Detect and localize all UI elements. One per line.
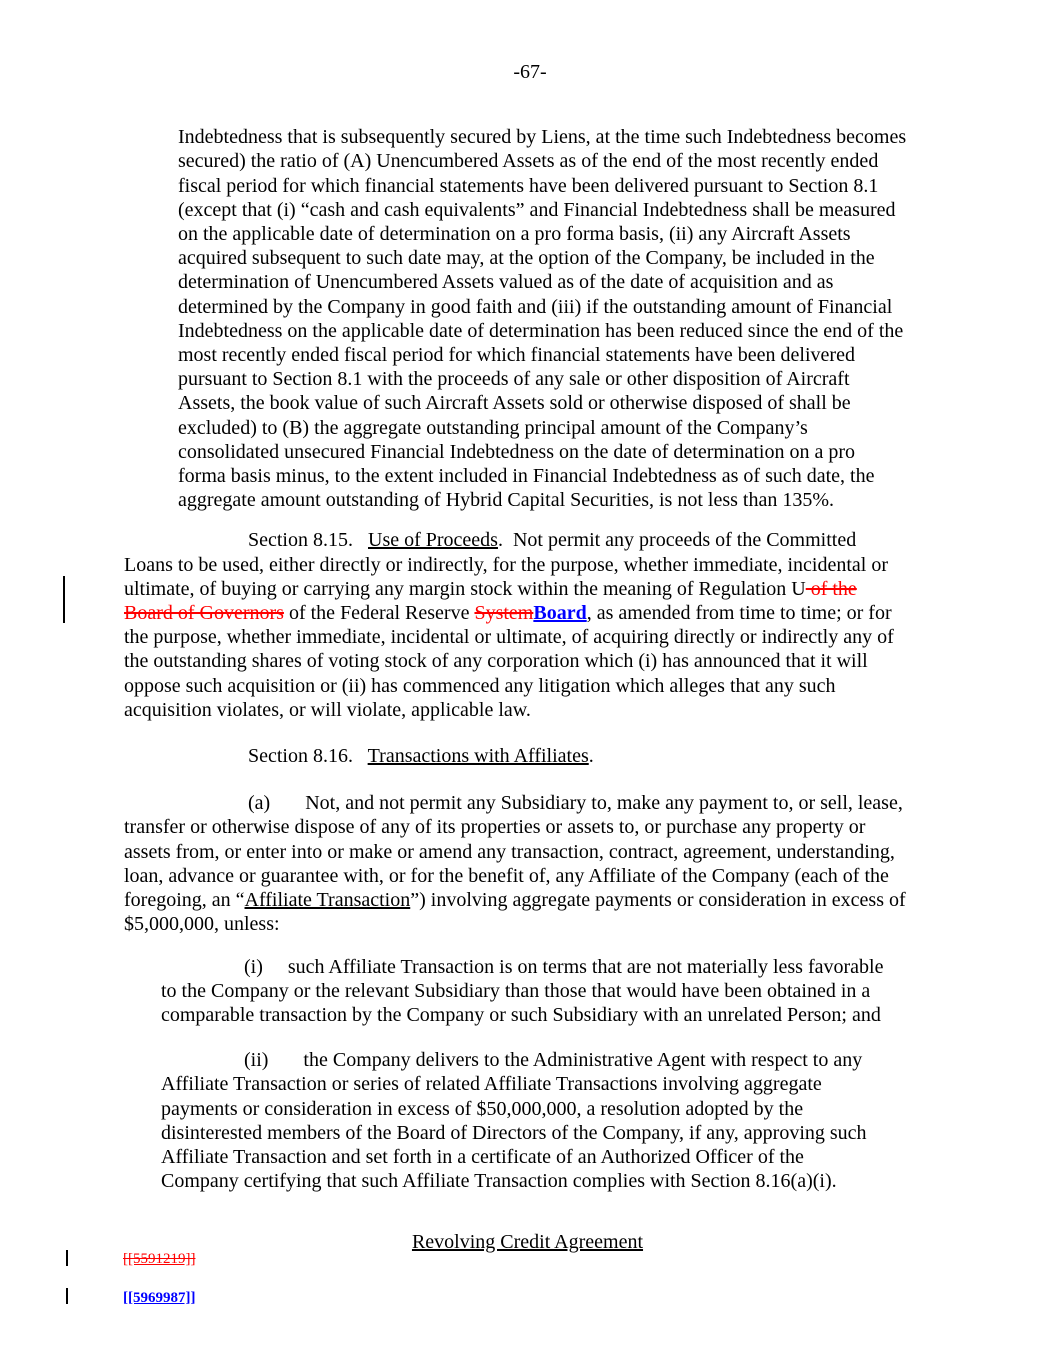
text-line bbox=[161, 979, 936, 1003]
change-bar bbox=[66, 1288, 68, 1304]
text-line bbox=[124, 625, 936, 649]
text-line bbox=[178, 367, 936, 391]
text-line bbox=[178, 295, 936, 319]
text-line bbox=[178, 222, 936, 246]
text-run: oppose such acquisition or (ii) has commenced any litigation which alleges that any such bbox=[124, 674, 836, 697]
text-line bbox=[178, 125, 936, 149]
text-line bbox=[124, 864, 936, 888]
text-run: Affiliate Transaction and set forth in a certificate of an Authorized Officer of the bbox=[161, 1145, 804, 1168]
text-run: disinterested members of the Board of Directors of the Company, if any, approving such bbox=[161, 1121, 867, 1144]
text-run: (a) Not, and not permit any Subsidiary to, make any payment to, or sell, lease, bbox=[248, 792, 903, 815]
section-8-16-heading bbox=[124, 744, 936, 768]
text-line bbox=[161, 1145, 936, 1169]
text-run: Indebtedness that is subsequently secured by Liens, at the time such Indebtedness becomes bbox=[178, 126, 907, 149]
text-run: , as amended from time to time; or for bbox=[586, 602, 892, 625]
text-run: Indebtedness on the applicable date of determination has been reduced since the end of the bbox=[178, 319, 904, 342]
text-line bbox=[178, 440, 936, 464]
text-run: Affiliate Transaction or series of related Affiliate Transactions involving aggregate bbox=[161, 1073, 822, 1096]
inserted-text: Board bbox=[533, 602, 587, 625]
text-line bbox=[161, 955, 936, 979]
text-run: the purpose, whether immediate, incidental or ultimate, of acquiring directly or indirectly any of bbox=[124, 626, 894, 649]
text-line bbox=[178, 343, 936, 367]
doc-id-inserted: [[5969987]] bbox=[123, 1290, 196, 1306]
text-line bbox=[161, 1169, 936, 1193]
deleted-text: System bbox=[474, 602, 534, 625]
clause-i-paragraph bbox=[161, 955, 936, 1028]
section-8-15-paragraph bbox=[124, 528, 936, 722]
text-line bbox=[161, 1003, 936, 1027]
text-run: on the applicable date of determination on a pro forma basis, (ii) any Aircraft Assets bbox=[178, 223, 851, 246]
text-line bbox=[124, 528, 936, 552]
text-line bbox=[161, 1048, 936, 1072]
text-line bbox=[124, 601, 936, 625]
text-run: Section 8.16. bbox=[248, 745, 368, 768]
text-run: acquisition violates, or will violate, applicable law. bbox=[124, 698, 531, 721]
text-run: . bbox=[588, 745, 594, 768]
clause-ii-paragraph bbox=[161, 1048, 936, 1193]
subsection-a-paragraph bbox=[124, 791, 936, 936]
text-line bbox=[178, 464, 936, 488]
text-line bbox=[124, 577, 936, 601]
text-line bbox=[124, 649, 936, 673]
text-run: fiscal period for which financial statements have been delivered pursuant to Section 8.1 bbox=[178, 174, 879, 197]
text-run: Loans to be used, either directly or indirectly, for the purpose, whether immediate, incidental or bbox=[124, 553, 889, 576]
document-body bbox=[124, 60, 936, 1193]
text-run: loan, advance or guarantee with, or for the benefit of, any Affiliate of the Company (each of the bbox=[124, 864, 889, 887]
text-line bbox=[161, 1121, 936, 1145]
text-line bbox=[161, 1097, 936, 1121]
text-run: pursuant to Section 8.1 with the proceeds of any sale or other disposition of Aircraft bbox=[178, 368, 850, 391]
text-run: comparable transaction by the Company or such Subsidiary with an unrelated Person; and bbox=[161, 1003, 881, 1026]
text-line bbox=[178, 149, 936, 173]
text-line bbox=[178, 246, 936, 270]
text-line bbox=[124, 744, 936, 768]
text-run: ”) involving aggregate payments or consideration in excess of bbox=[410, 889, 906, 912]
text-run: payments or consideration in excess of $50,000,000, a resolution adopted by the bbox=[161, 1097, 804, 1120]
text-line bbox=[124, 912, 936, 936]
text-run: foregoing, an “ bbox=[124, 889, 245, 912]
text-run: (ii) the Company delivers to the Administrative Agent with respect to any bbox=[244, 1049, 863, 1072]
text-line bbox=[124, 840, 936, 864]
footer-title: Revolving Credit Agreement bbox=[411, 1231, 644, 1253]
text-line bbox=[178, 391, 936, 415]
text-run: Assets, the book value of such Aircraft Assets sold or otherwise disposed of shall be bbox=[178, 392, 851, 415]
text-line bbox=[178, 488, 936, 512]
text-run: forma basis minus, to the extent included in Financial Indebtedness as of such date, the bbox=[178, 465, 875, 488]
text-line bbox=[124, 674, 936, 698]
text-line bbox=[124, 888, 936, 912]
underlined-text: Use of Proceeds bbox=[368, 529, 498, 552]
text-line bbox=[124, 698, 936, 722]
text-run: ultimate, of buying or carrying any margin stock within the meaning of Regulation U bbox=[124, 577, 806, 600]
text-run: acquired subsequent to such date may, at the option of the Company, be included in the bbox=[178, 247, 875, 270]
text-line bbox=[178, 416, 936, 440]
text-line bbox=[161, 1072, 936, 1096]
text-run: to the Company or the relevant Subsidiary than those that would have been obtained in a bbox=[161, 979, 871, 1002]
text-run: assets from, or enter into or make or amend any transaction, contract, agreement, understanding, bbox=[124, 840, 895, 863]
text-line bbox=[124, 815, 936, 839]
deleted-text: Board of Governors bbox=[124, 602, 284, 625]
text-run: . Not permit any proceeds of the Committed bbox=[497, 529, 857, 552]
text-line bbox=[178, 319, 936, 343]
indebtedness-clause bbox=[178, 125, 936, 512]
text-run: secured) the ratio of (A) Unencumbered Assets as of the end of the most recently ended bbox=[178, 150, 879, 173]
text-run: (i) such Affiliate Transaction is on terms that are not materially less favorable bbox=[244, 955, 884, 978]
text-run: transfer or otherwise dispose of any of its properties or assets to, or purchase any property or bbox=[124, 816, 866, 839]
text-line bbox=[178, 198, 936, 222]
text-run: most recently ended fiscal period for which financial statements have been delivered bbox=[178, 344, 855, 367]
underlined-text: Transactions with Affiliates bbox=[367, 745, 589, 768]
underlined-text: Affiliate Transaction bbox=[244, 889, 411, 912]
deleted-text: of the bbox=[805, 577, 857, 600]
text-run: $5,000,000, unless: bbox=[124, 913, 280, 936]
text-line bbox=[178, 270, 936, 294]
text-line bbox=[178, 174, 936, 198]
text-run: of the Federal Reserve bbox=[283, 602, 475, 625]
text-run: determination of Unencumbered Assets valued as of the date of acquisition and as bbox=[178, 271, 834, 294]
text-line bbox=[124, 553, 936, 577]
text-run: Company certifying that such Affiliate Transaction complies with Section 8.16(a)(i). bbox=[161, 1170, 837, 1193]
text-run: the outstanding shares of voting stock of any corporation which (i) has announced that it will bbox=[124, 650, 868, 673]
text-run: aggregate amount outstanding of Hybrid Capital Securities, is not less than 135%. bbox=[178, 489, 834, 512]
change-bar bbox=[63, 576, 65, 623]
text-run: consolidated unsecured Financial Indebtedness on the date of determination on a pro bbox=[178, 440, 856, 463]
text-run: excluded) to (B) the aggregate outstanding principal amount of the Company’s bbox=[178, 416, 808, 439]
text-run: determined by the Company in good faith and (iii) if the outstanding amount of Financial bbox=[178, 295, 893, 318]
text-line bbox=[124, 791, 936, 815]
text-run: Section 8.15. bbox=[248, 529, 368, 552]
text-run: (except that (i) “cash and cash equivalents” and Financial Indebtedness shall be measured bbox=[178, 198, 896, 221]
page-number: -67- bbox=[513, 61, 547, 83]
doc-id-deleted: [[5591219]] bbox=[123, 1251, 196, 1267]
